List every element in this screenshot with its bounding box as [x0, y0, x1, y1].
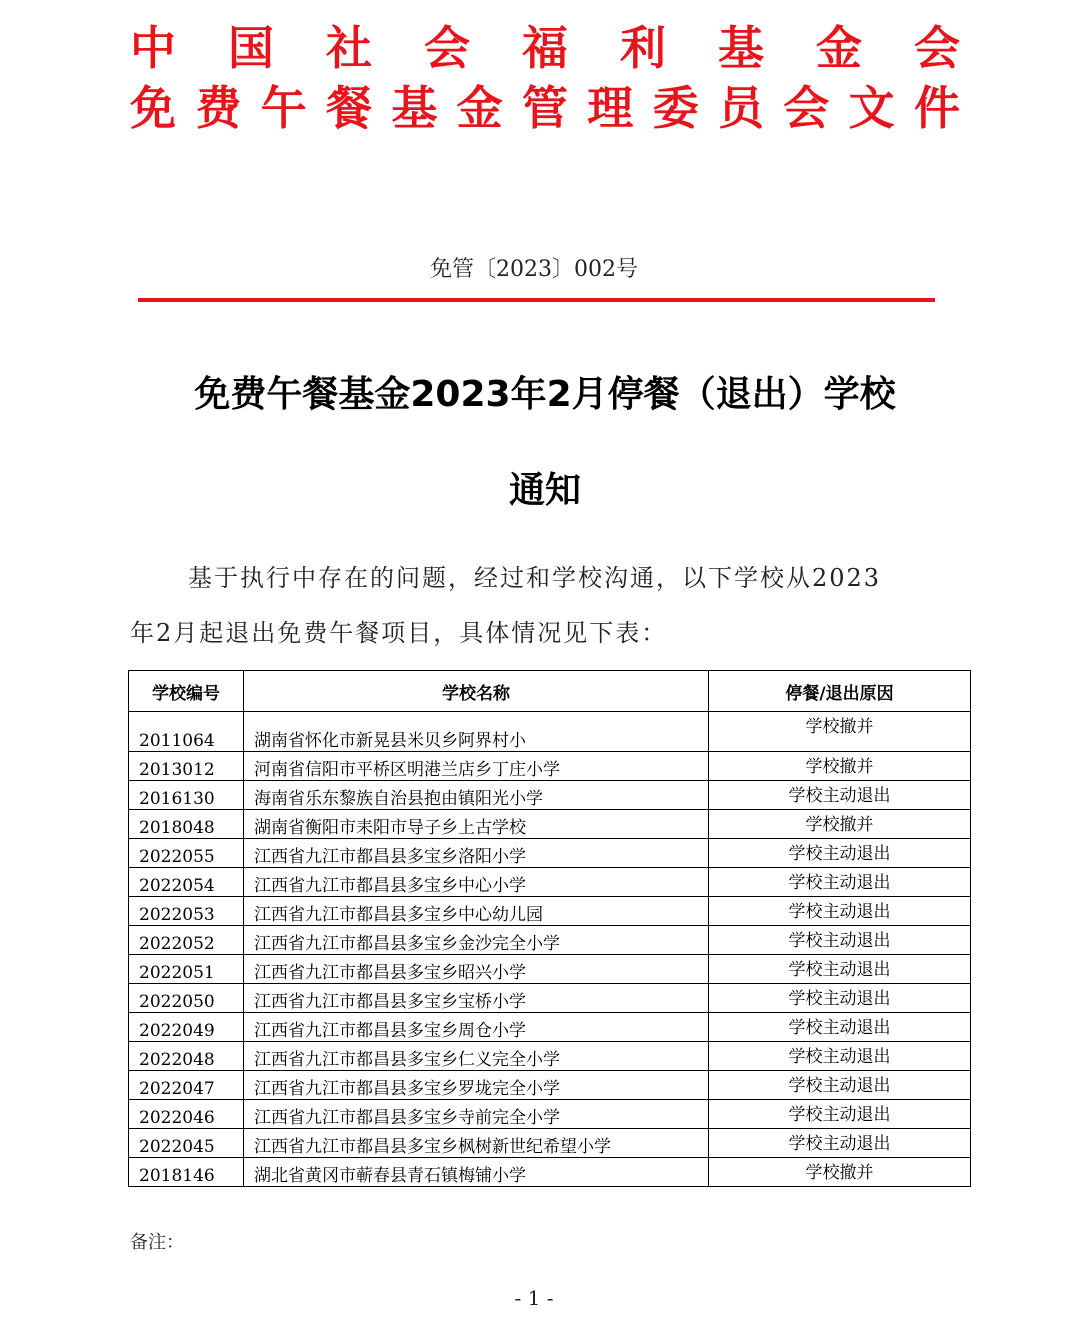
table-row — [129, 1158, 971, 1187]
header-char: 金 — [816, 21, 862, 75]
school-id-cell: 2022053 — [129, 897, 244, 926]
header-char: 理 — [587, 81, 634, 135]
school-id-cell: 2013012 — [129, 752, 244, 781]
header-char: 免 — [130, 81, 176, 135]
document-title-line2: 通知 — [508, 470, 581, 511]
header-char: 利 — [620, 21, 666, 75]
table-row — [129, 1129, 971, 1158]
red-divider — [138, 298, 935, 302]
exit-reason-cell: 学校主动退出 — [709, 955, 971, 984]
school-name-cell: 湖北省黄冈市蕲春县青石镇梅铺小学 — [244, 1158, 709, 1187]
header-school-id: 学校编号 — [129, 671, 244, 712]
header-char: 委 — [652, 81, 699, 135]
body-paragraph-line2: 年2月起退出免费午餐项目，具体情况见下表： — [130, 619, 668, 647]
header-char: 会 — [424, 21, 470, 75]
school-name-cell: 江西省九江市都昌县多宝乡寺前完全小学 — [244, 1100, 709, 1129]
school-id-cell: 2022052 — [129, 926, 244, 955]
school-exit-table — [128, 670, 971, 1187]
exit-reason-cell: 学校主动退出 — [709, 868, 971, 897]
school-id-cell: 2011064 — [129, 712, 244, 752]
header-char: 社 — [326, 21, 372, 75]
school-id-cell: 2018048 — [129, 810, 244, 839]
school-name-cell: 江西省九江市都昌县多宝乡昭兴小学 — [244, 955, 709, 984]
school-name-cell: 江西省九江市都昌县多宝乡金沙完全小学 — [244, 926, 709, 955]
table-row — [129, 839, 971, 868]
school-id-cell: 2022048 — [129, 1042, 244, 1071]
page-number: - 1 - — [514, 1286, 554, 1310]
table-row — [129, 955, 971, 984]
table-header-row — [129, 671, 971, 712]
exit-reason-cell: 学校撤并 — [709, 1158, 971, 1187]
exit-reason-cell: 学校主动退出 — [709, 781, 971, 810]
exit-reason-cell: 学校撤并 — [709, 712, 971, 752]
school-name-cell: 江西省九江市都昌县多宝乡中心幼儿园 — [244, 897, 709, 926]
exit-reason-cell: 学校主动退出 — [709, 1129, 971, 1158]
table-row — [129, 781, 971, 810]
school-id-cell: 2022046 — [129, 1100, 244, 1129]
exit-reason-cell: 学校主动退出 — [709, 984, 971, 1013]
document-title-line1: 免费午餐基金2023年2月停餐（退出）学校 — [194, 374, 896, 415]
header-char: 福 — [522, 21, 568, 75]
exit-reason-cell: 学校主动退出 — [709, 1013, 971, 1042]
body-paragraph-line1: 基于执行中存在的问题，经过和学校沟通，以下学校从2023 — [188, 564, 882, 592]
school-name-cell: 湖南省怀化市新晃县米贝乡阿界村小 — [244, 712, 709, 752]
exit-reason-cell: 学校主动退出 — [709, 926, 971, 955]
school-id-cell: 2022055 — [129, 839, 244, 868]
header-char: 费 — [195, 81, 242, 135]
header-char: 会 — [914, 21, 960, 75]
header-char: 午 — [260, 81, 307, 135]
header-char: 管 — [521, 81, 568, 135]
exit-reason-cell: 学校主动退出 — [709, 1100, 971, 1129]
header-char: 餐 — [325, 81, 372, 135]
school-name-cell: 江西省九江市都昌县多宝乡洛阳小学 — [244, 839, 709, 868]
school-name-cell: 江西省九江市都昌县多宝乡仁义完全小学 — [244, 1042, 709, 1071]
note-label: 备注： — [130, 1232, 184, 1253]
header-school-name: 学校名称 — [244, 671, 709, 712]
school-name-cell: 江西省九江市都昌县多宝乡周仓小学 — [244, 1013, 709, 1042]
school-name-cell: 江西省九江市都昌县多宝乡罗垅完全小学 — [244, 1071, 709, 1100]
table-row — [129, 926, 971, 955]
table-row — [129, 897, 971, 926]
school-id-cell: 2016130 — [129, 781, 244, 810]
header-char: 基 — [391, 81, 438, 135]
header-char: 件 — [913, 81, 960, 135]
header-char: 金 — [456, 81, 503, 135]
table-row — [129, 810, 971, 839]
exit-reason-cell: 学校撤并 — [709, 810, 971, 839]
header-char: 国 — [228, 21, 274, 75]
header-exit-reason: 停餐/退出原因 — [709, 671, 971, 712]
table-row — [129, 984, 971, 1013]
document-number: 免管〔2023〕002号 — [430, 257, 638, 282]
table-row — [129, 1042, 971, 1071]
table-row — [129, 712, 971, 752]
header-char: 基 — [718, 21, 764, 75]
school-id-cell: 2022049 — [129, 1013, 244, 1042]
committee-document-header — [130, 80, 960, 136]
header-char: 中 — [130, 21, 176, 75]
exit-reason-cell: 学校主动退出 — [709, 897, 971, 926]
exit-reason-cell: 学校主动退出 — [709, 1071, 971, 1100]
school-id-cell: 2018146 — [129, 1158, 244, 1187]
school-name-cell: 河南省信阳市平桥区明港兰店乡丁庄小学 — [244, 752, 709, 781]
school-name-cell: 江西省九江市都昌县多宝乡枫树新世纪希望小学 — [244, 1129, 709, 1158]
table-row — [129, 1013, 971, 1042]
school-name-cell: 湖南省衡阳市耒阳市导子乡上古学校 — [244, 810, 709, 839]
table-row — [129, 1100, 971, 1129]
school-name-cell: 江西省九江市都昌县多宝乡中心小学 — [244, 868, 709, 897]
exit-reason-cell: 学校主动退出 — [709, 839, 971, 868]
school-id-cell: 2022045 — [129, 1129, 244, 1158]
exit-reason-cell: 学校主动退出 — [709, 1042, 971, 1071]
school-id-cell: 2022047 — [129, 1071, 244, 1100]
school-id-cell: 2022054 — [129, 868, 244, 897]
table-row — [129, 1071, 971, 1100]
school-name-cell: 海南省乐东黎族自治县抱由镇阳光小学 — [244, 781, 709, 810]
table-row — [129, 752, 971, 781]
header-char: 员 — [717, 81, 764, 135]
school-name-cell: 江西省九江市都昌县多宝乡宝桥小学 — [244, 984, 709, 1013]
org-name-header — [130, 20, 960, 76]
table-row — [129, 868, 971, 897]
exit-reason-cell: 学校撤并 — [709, 752, 971, 781]
school-id-cell: 2022051 — [129, 955, 244, 984]
school-id-cell: 2022050 — [129, 984, 244, 1013]
header-char: 会 — [783, 81, 830, 135]
header-char: 文 — [848, 81, 895, 135]
